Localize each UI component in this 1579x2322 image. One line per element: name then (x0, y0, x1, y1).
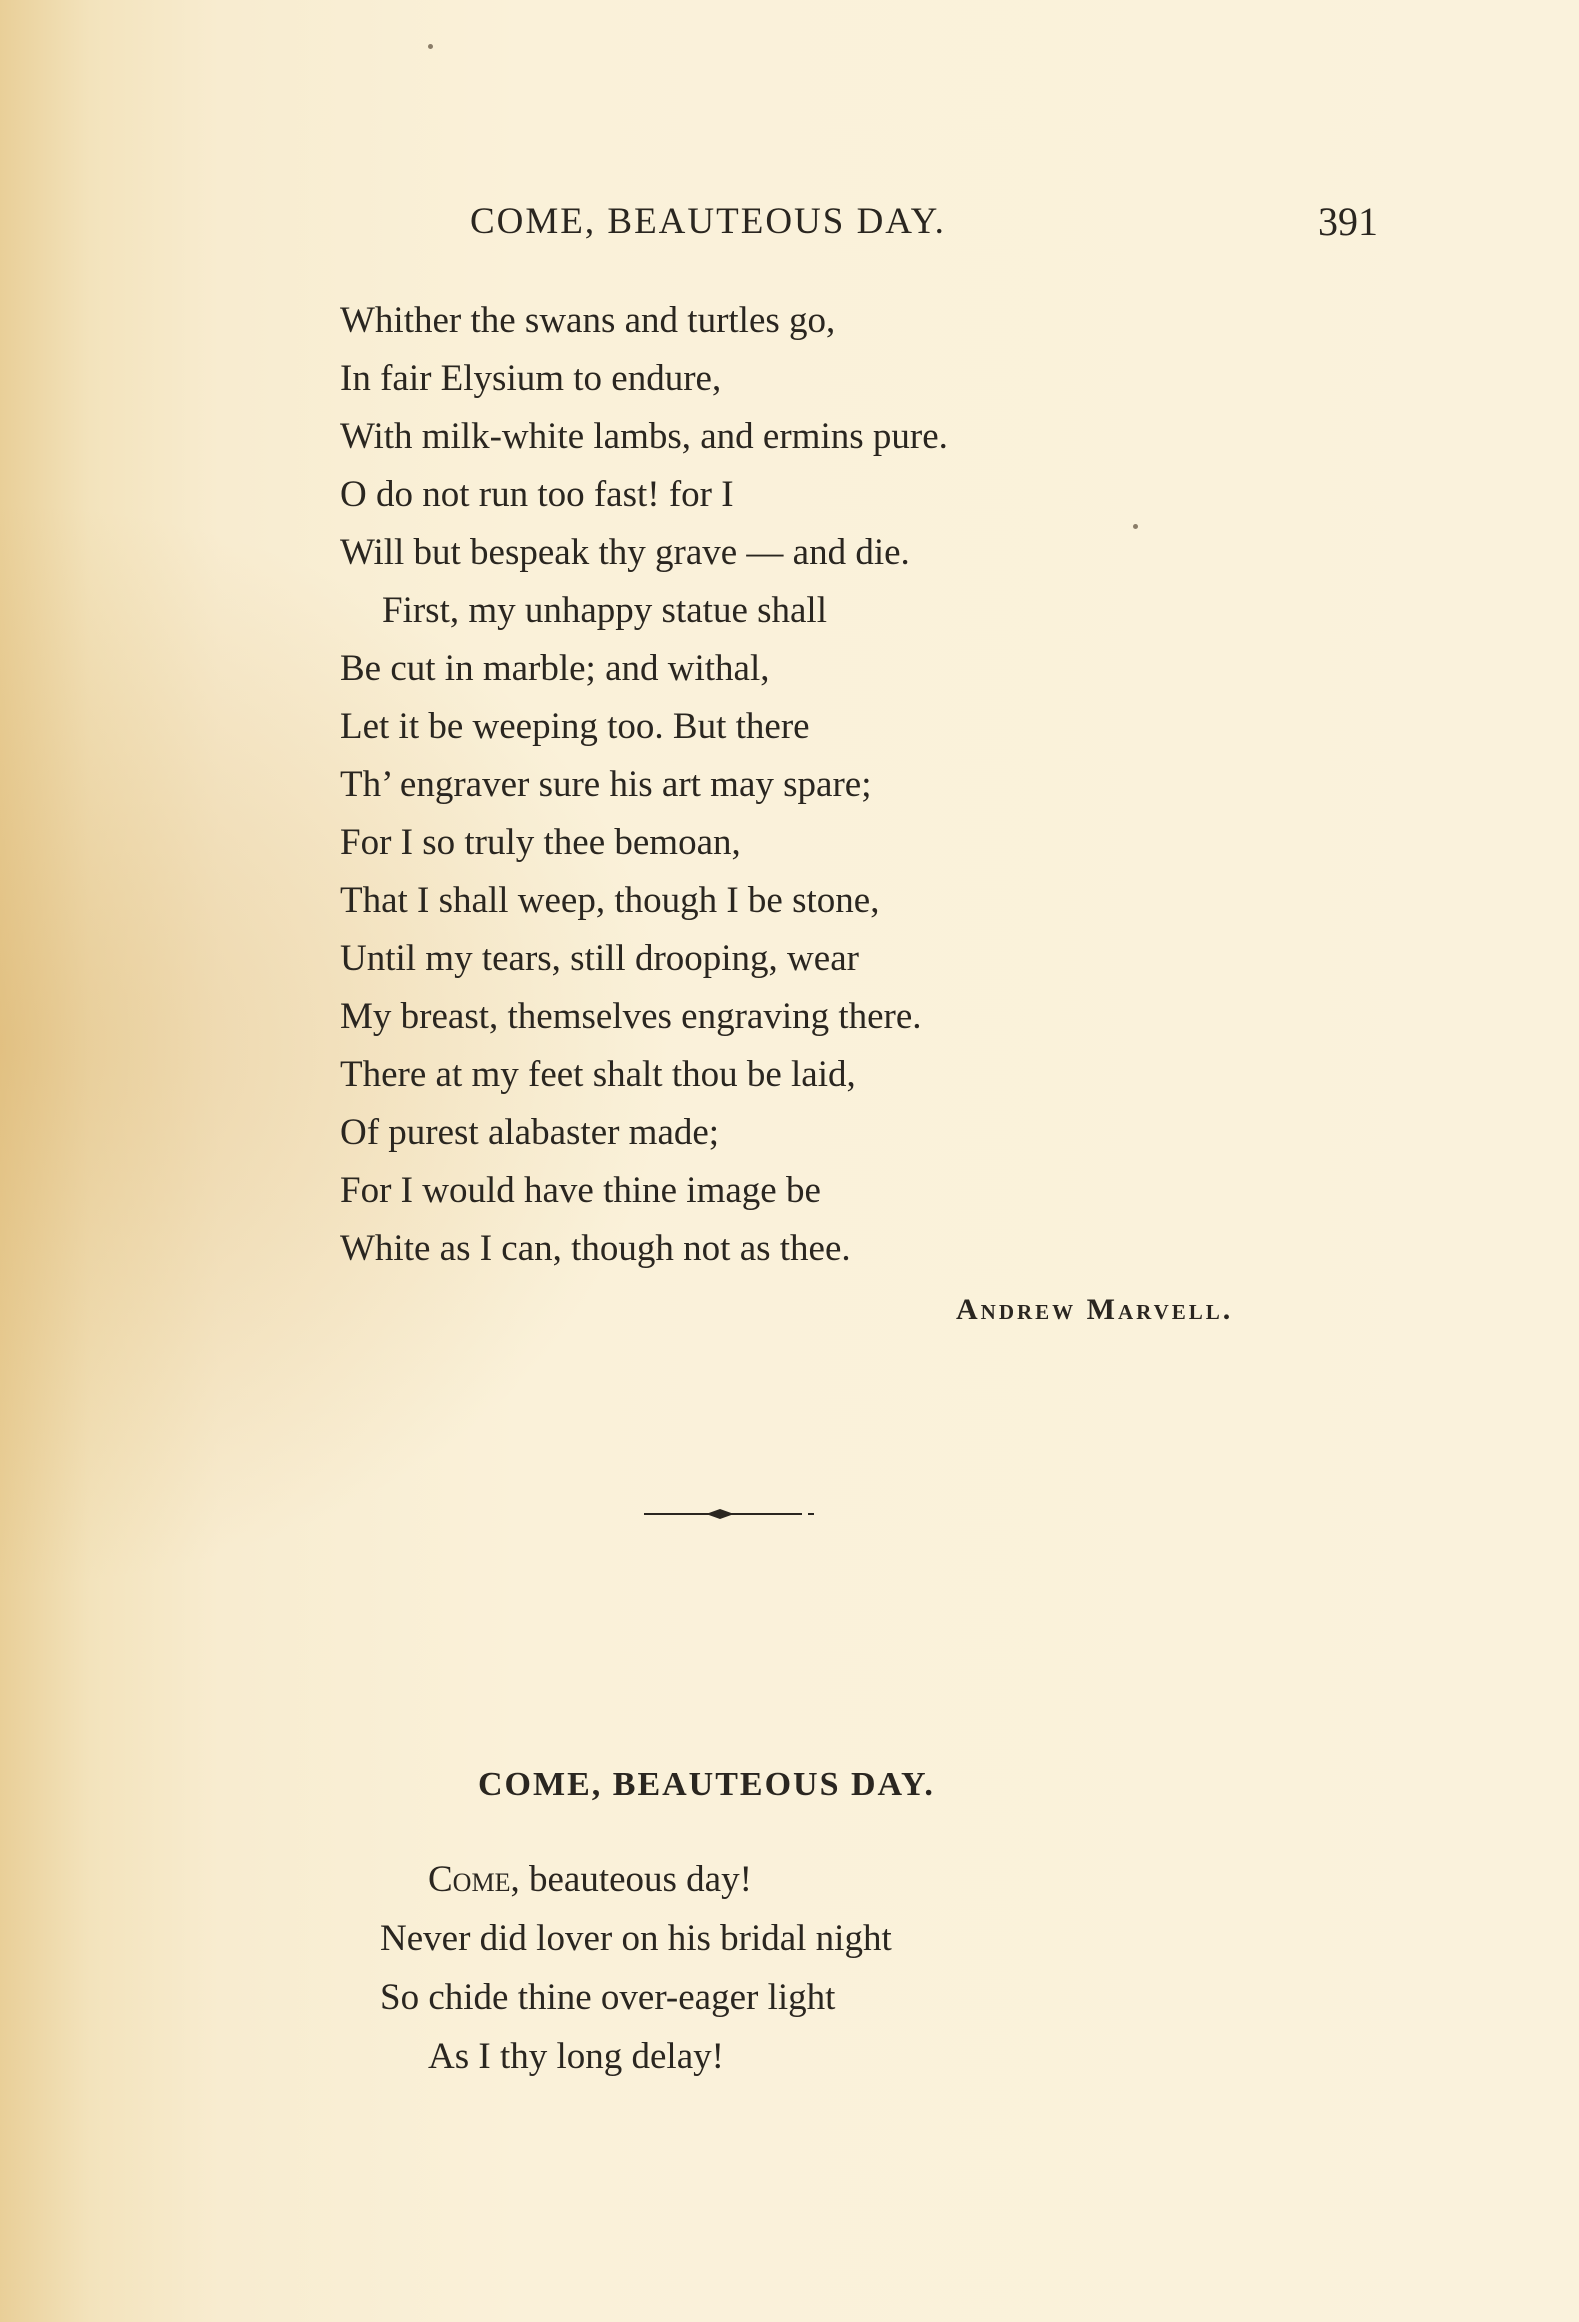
second-poem-stanza (380, 1850, 1180, 2086)
poem-line: Whither the swans and turtles go, (340, 300, 836, 341)
poem-line: First, my unhappy statue shall (382, 590, 827, 631)
poem-line: With milk-white lambs, and ermins pure. (340, 416, 948, 457)
poem-line: That I shall weep, though I be stone, (340, 880, 880, 921)
first-line-rest: beauteous day! (519, 1859, 752, 1900)
poem-line: Of purest alabaster made; (340, 1112, 720, 1153)
paper-speck (1133, 524, 1138, 529)
poem-line: Let it be weeping too. But there (340, 706, 810, 747)
second-poem-title: COME, BEAUTEOUS DAY. (478, 1766, 935, 1803)
poem-line: Never did lover on his bridal night (380, 1918, 892, 1959)
poem-stanza (340, 292, 1240, 1278)
poem-line: Be cut in marble; and withal, (340, 648, 770, 689)
poem-line: For I so truly thee bemoan, (340, 822, 741, 863)
poem-line: Will but bespeak thy grave — and die. (340, 532, 910, 573)
poem-line: My breast, themselves engraving there. (340, 996, 922, 1037)
poem-line: In fair Elysium to endure, (340, 358, 722, 399)
drop-word: Come, (428, 1859, 520, 1900)
running-head (0, 200, 1579, 244)
rule-with-diamond-ornament-icon (644, 1504, 814, 1524)
poem-line: O do not run too fast! for I (340, 474, 734, 515)
poem-line: Th’ engraver sure his art may spare; (340, 764, 872, 805)
page-number: 391 (1318, 199, 1378, 244)
poem-line: There at my feet shalt thou be laid, (340, 1054, 856, 1095)
poem-author: Andrew Marvell. (956, 1293, 1234, 1326)
poem-line: So chide thine over-eager light (380, 1977, 836, 2018)
poem-line (380, 1850, 1180, 1909)
poem-line: For I would have thine image be (340, 1170, 821, 1211)
poem-line: As I thy long delay! (428, 2036, 724, 2077)
running-head-title: COME, BEAUTEOUS DAY. (470, 201, 946, 242)
poem-line: Until my tears, still drooping, wear (340, 938, 859, 979)
poem-line: White as I can, though not as thee. (340, 1228, 851, 1269)
paper-speck (428, 44, 433, 49)
